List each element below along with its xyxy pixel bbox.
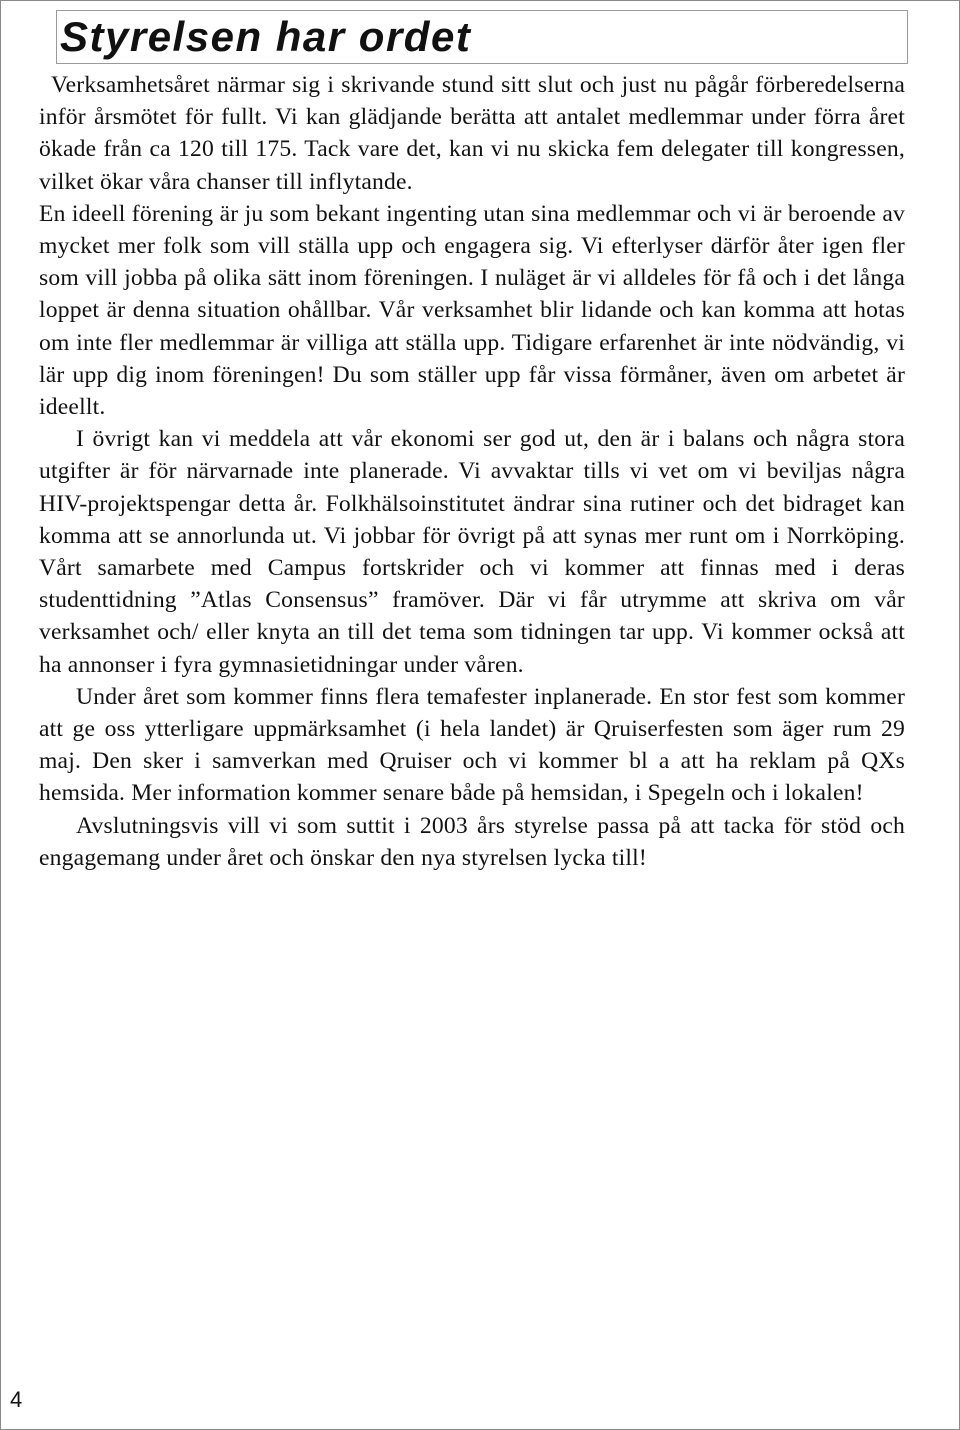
paragraph-intro: Verksamhetsåret närmar sig i skrivande stund sitt slut och just nu pågår förberedelserna inför årsmötet för fullt. Vi kan glädjande berätta att antalet medlemmar under förra året ökade från ca 120 till 175. Tack vare det, kan vi nu skicka fem delegater till kongressen, vilket ökar våra chanser till inflytande. xyxy=(39,72,905,195)
page-number: 4 xyxy=(10,1387,23,1412)
paragraph-members: En ideell förening är ju som bekant ingenting utan sina medlemmar och vi är beroende av mycket mer folk som vill ställa upp och engagera sig. Vi efterlyser därför åter igen fler som vill jobba på olika sätt inom föreningen. I nuläget är vi alldeles för få och i det långa loppet är denna situation ohållbar. Vår verksamhet blir lidande och kan komma att hotas om inte fler medlemmar är villiga att ställa upp. Tidigare erfarenhet är inte nödvändig, vi lär upp dig inom föreningen! Du som ställer upp får vissa förmåner, även om arbetet är ideellt. xyxy=(39,200,905,421)
paragraph-economy: I övrigt kan vi meddela att vår ekonomi ser god ut, den är i balans och några stora utgifter är för närvarnade inte planerade. Vi avvaktar tills vi vet om vi beviljas några HIV-projektspengar detta år. Folkhälsoinstitutet ändrar sina rutiner och det bidraget kan komma att se annorlunda ut. Vi jobbar för övrigt på att synas mer runt om i Norrköping. Vårt samarbete med Campus fortskrider och vi kommer att finnas med i deras studenttidning ”Atlas Consensus” framöver. Där vi får utrymme att skriva om vår verksamhet och/ eller knyta an till det tema som tidningen tar upp. Vi kommer också att ha annonser i fyra gymnasietidningar under våren. xyxy=(39,426,905,678)
article-body xyxy=(39,69,905,874)
page-title: Styrelsen har ordet xyxy=(60,13,472,60)
paragraph-closing: Avslutningsvis vill vi som suttit i 2003 års styrelse passa på att tacka för stöd och engagemang under året och önskar den nya styrelsen lycka till! xyxy=(39,812,905,871)
paragraph-events: Under året som kommer finns flera temafester inplanerade. En stor fest som kommer att ge oss ytterligare uppmärksamhet (i hela landet) är Qruiserfesten som äger rum 29 maj. Den sker i samverkan med Qruiser och vi kommer bl a att ha reklam på QXs hemsida. Mer information kommer senare både på hemsidan, i Spegeln och i lokalen! xyxy=(39,683,905,807)
